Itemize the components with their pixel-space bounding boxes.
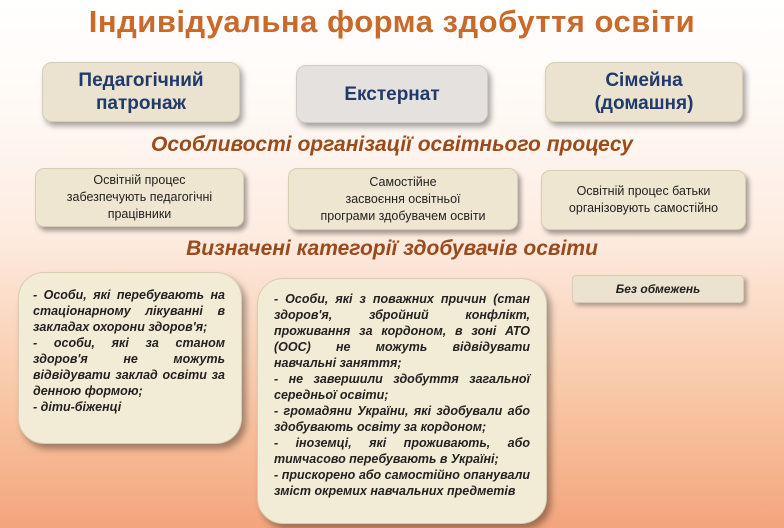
form-box-externship (296, 65, 488, 123)
category-box-family (572, 275, 744, 303)
page-title: Індивідуальна форма здобуття освіти (88, 4, 696, 39)
feature-line: організовують самостійно (568, 201, 719, 215)
form-label-line: Екстернат (344, 83, 440, 105)
feature-line: забезпечують педагогічні (66, 190, 213, 204)
feature-box-pedagogical (35, 168, 244, 227)
feature-line: програми здобувачем освіти (320, 208, 486, 223)
form-label-line: Педагогічний (78, 70, 204, 91)
feature-line: Освітній процес батьки (576, 184, 711, 198)
form-label-line: (домашня) (594, 93, 694, 114)
category-item: - прискорено або самостійно опанували зміст окремих навчальних предметів (274, 468, 530, 498)
feature-line: Самостійне (369, 174, 437, 189)
form-box-pedagogical-patronage (42, 62, 240, 122)
category-box-externship (257, 278, 547, 524)
category-box-pedagogical (18, 272, 242, 444)
feature-box-family (541, 170, 746, 230)
category-item: - громадяни України, які здобували або здобувають освіту за кордоном; (274, 404, 530, 434)
feature-box-externship (288, 168, 518, 230)
category-item: - іноземці, які проживають, або тимчасово перебувають в Україні; (274, 436, 530, 466)
categories-heading: Визначені категорії здобувачів освіти (186, 237, 598, 260)
category-item: - діти-біженці (33, 400, 122, 414)
category-item: - Особи, які перебувають на стаціонарному лікуванні в закладах охорони здоров'я; (33, 288, 225, 334)
category-item: - особи, які за станом здоров'я не можуть відвідувати заклад освіти за денною формою; (33, 336, 225, 398)
feature-line: Освітній процес (93, 173, 186, 187)
form-box-family-home (545, 62, 743, 122)
category-item: - Особи, які з поважних причин (стан здоров'я, збройний конфлікт, проживання за кордоном, в зоні АТО (ООС) не можуть відвідувати навчальні заняття; (274, 292, 530, 370)
form-label-line: Сімейна (605, 70, 683, 91)
features-heading: Особливості організації освітнього процесу (150, 133, 633, 156)
category-item: - не завершили здобуття загальної середньої освіти; (274, 372, 530, 402)
form-label-line: патронаж (95, 93, 187, 114)
feature-line: засвоєння освітньої (345, 191, 461, 206)
feature-line: працівники (107, 207, 172, 221)
category-item: Без обмежень (615, 282, 701, 296)
